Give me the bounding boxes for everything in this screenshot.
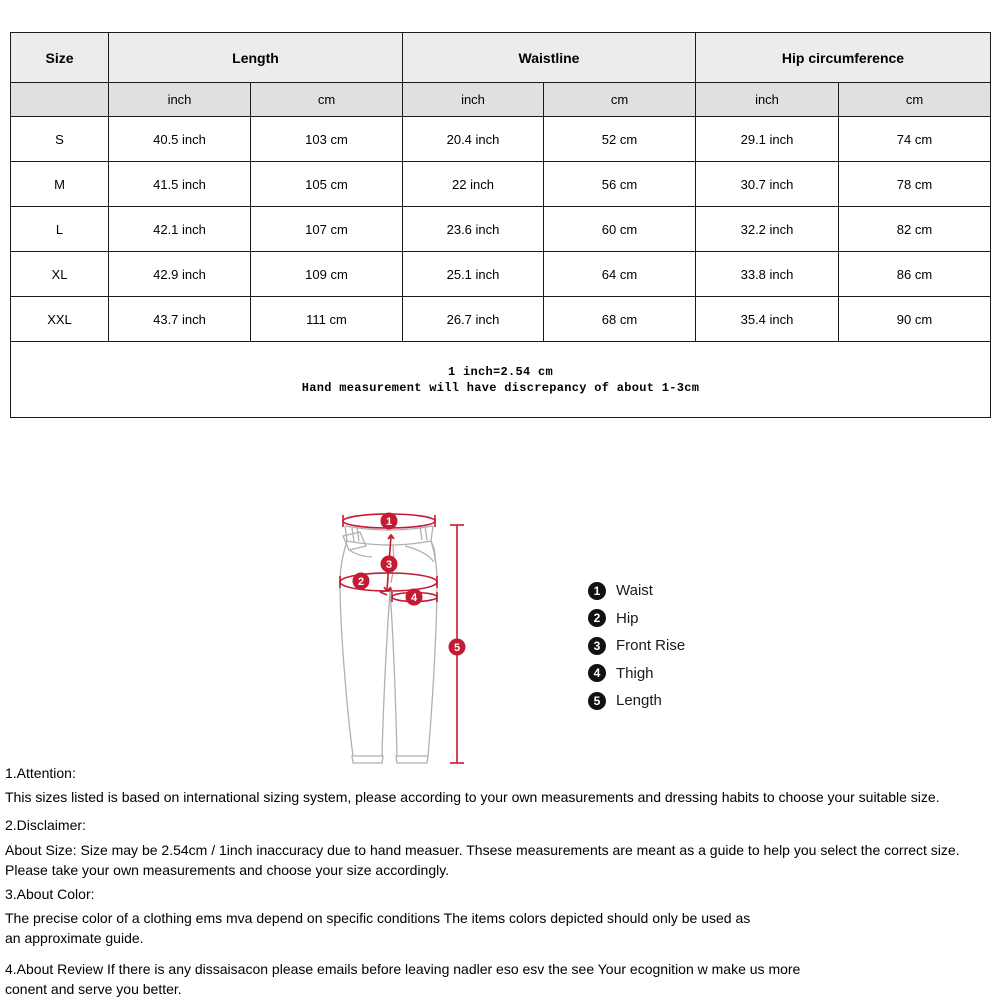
value-cell: 35.4 inch [696,297,839,342]
value-cell: 32.2 inch [696,207,839,252]
table-row-l [11,207,991,252]
size-chart-table [10,32,991,418]
measurement-legend [588,577,685,715]
value-cell: 41.5 inch [109,162,251,207]
circled-number-1-icon: 1 [588,582,606,600]
value-cell: 109 cm [251,252,403,297]
about-review-body-line1: 4.About Review If there is any dissaisacon please emails before leaving nadler eso esv the see Your ecognition w make us more [5,961,801,977]
disclaimer-body-line2: Please take your own measurements and choose your size accordingly. [5,862,450,878]
value-cell: 111 cm [251,297,403,342]
circled-number-4-icon: 4 [588,664,606,682]
notes-section [5,763,998,999]
value-cell: 107 cm [251,207,403,252]
marker-4-number: 4 [410,592,418,604]
legend-item-length [588,687,685,715]
value-cell: 42.1 inch [109,207,251,252]
circled-number-2-icon: 2 [588,609,606,627]
marker-1-number: 1 [385,516,393,528]
disclaimer-body-line1: About Size: Size may be 2.54cm / 1inch inaccuracy due to hand measuer. Thsese measurements are meant as a guide to help you select the correct size. [5,842,960,858]
value-cell: 105 cm [251,162,403,207]
value-cell: 68 cm [544,297,696,342]
disclaimer-title: 2.Disclaimer: [5,817,86,833]
value-cell: 64 cm [544,252,696,297]
value-cell: 90 cm [839,297,991,342]
value-cell: 25.1 inch [403,252,544,297]
value-cell: 26.7 inch [403,297,544,342]
about-color-body-line2: an approximate guide. [5,930,144,946]
value-cell: 103 cm [251,117,403,162]
legend-label: Front Rise [616,637,686,655]
attention-body: This sizes listed is based on international sizing system, please according to your own measurements and dressing habits to choose your suitable size. [5,789,940,805]
table-row-m [11,162,991,207]
marker-badges [353,513,466,656]
legend-label: Waist [616,582,653,600]
table-row-xl [11,252,991,297]
about-color-title: 3.About Color: [5,886,95,902]
value-cell: 60 cm [544,207,696,252]
column-header-hip: Hip circumference [696,33,991,83]
column-header-size: Size [11,33,109,83]
value-cell: 43.7 inch [109,297,251,342]
pants-measurement-diagram [320,495,480,785]
value-cell: 22 inch [403,162,544,207]
legend-item-front-rise [588,632,685,660]
legend-label: Hip [616,609,639,627]
size-cell: XXL [11,297,109,342]
value-cell: 56 cm [544,162,696,207]
table-note-cell [11,342,991,418]
table-unit-header-row [11,83,991,117]
unit-header: cm [839,83,991,117]
circled-number-5-icon: 5 [588,692,606,710]
legend-item-thigh [588,660,685,688]
marker-5-number: 5 [453,642,461,654]
value-cell: 74 cm [839,117,991,162]
value-cell: 86 cm [839,252,991,297]
legend-item-hip [588,605,685,633]
attention-title: 1.Attention: [5,765,76,781]
size-cell: S [11,117,109,162]
value-cell: 82 cm [839,207,991,252]
column-header-waistline: Waistline [403,33,696,83]
unit-header: cm [544,83,696,117]
size-cell: XL [11,252,109,297]
size-cell: M [11,162,109,207]
size-cell: L [11,207,109,252]
measurement-discrepancy-note: Hand measurement will have discrepancy of about 1-3cm [301,380,700,395]
value-cell: 30.7 inch [696,162,839,207]
conversion-note: 1 inch=2.54 cm [447,364,554,379]
value-cell: 33.8 inch [696,252,839,297]
table-row-s [11,117,991,162]
value-cell: 23.6 inch [403,207,544,252]
measurement-lines [340,514,464,763]
unit-header: inch [403,83,544,117]
legend-item-waist [588,577,685,605]
table-row-xxl [11,297,991,342]
unit-header: inch [109,83,251,117]
table-group-header-row [11,33,991,83]
column-header-length: Length [109,33,403,83]
unit-header: cm [251,83,403,117]
value-cell: 29.1 inch [696,117,839,162]
value-cell: 42.9 inch [109,252,251,297]
about-color-body-line1: The precise color of a clothing ems mva depend on specific conditions The items colors depicted should only be used as [5,910,751,926]
value-cell: 20.4 inch [403,117,544,162]
table-note-row [11,342,991,418]
value-cell: 40.5 inch [109,117,251,162]
value-cell: 52 cm [544,117,696,162]
unit-header: inch [696,83,839,117]
legend-label: Length [616,692,662,710]
legend-label: Thigh [616,664,654,682]
circled-number-3-icon: 3 [588,637,606,655]
about-review-body-line2: conent and serve you better. [5,981,182,997]
marker-2-number: 2 [357,576,365,588]
marker-3-number: 3 [385,559,393,571]
value-cell: 78 cm [839,162,991,207]
unit-header-empty [11,83,109,117]
